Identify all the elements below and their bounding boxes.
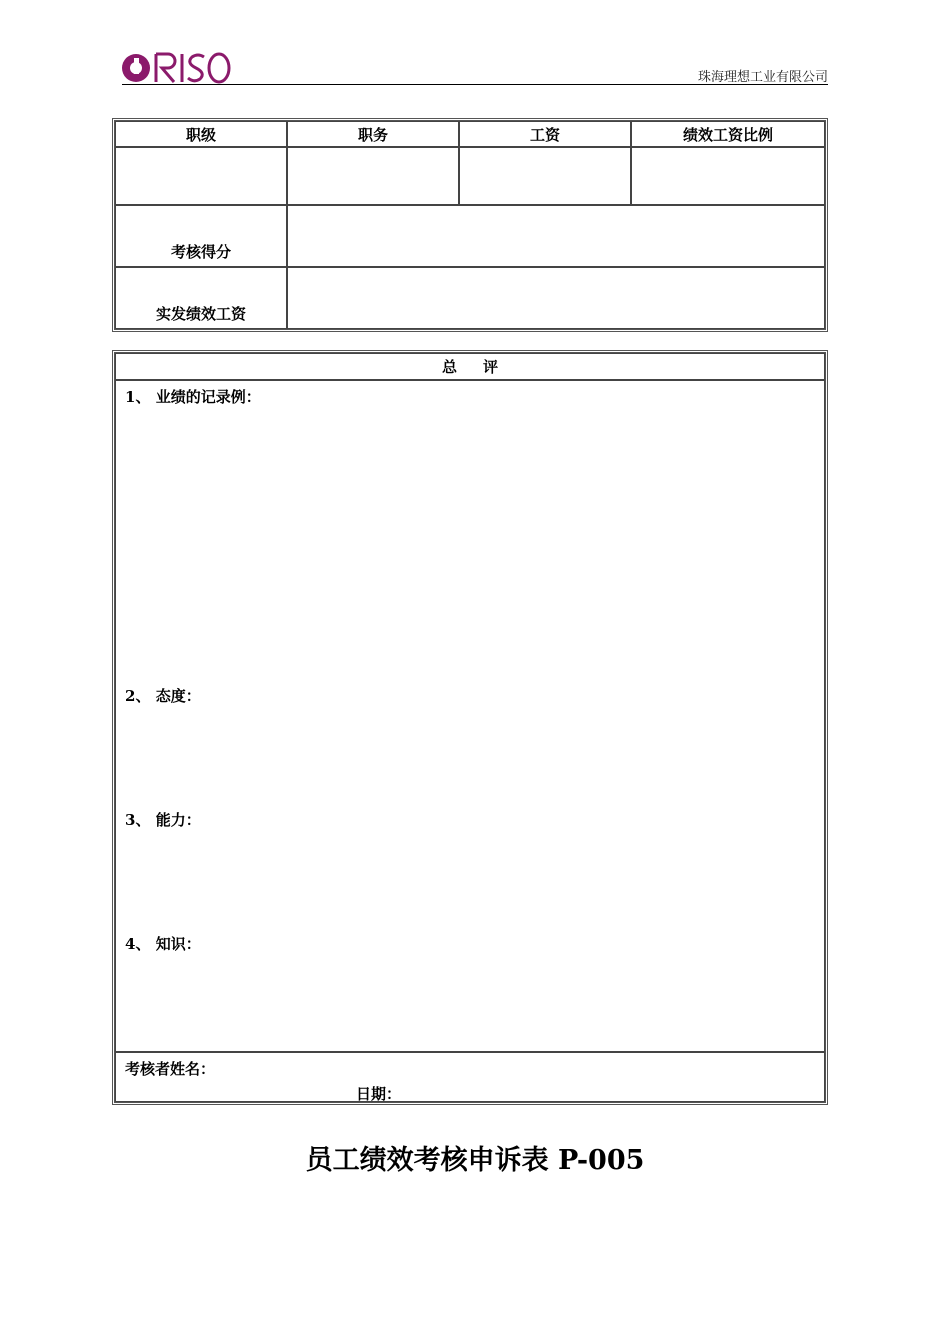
section-sep: 、 xyxy=(135,687,151,705)
date-label: 日期： xyxy=(356,1085,402,1103)
riso-logo xyxy=(120,50,232,86)
grade-value-cell[interactable] xyxy=(115,147,287,205)
review-title xyxy=(115,353,825,380)
actual-pay-label: 实发绩效工资 xyxy=(115,267,287,329)
review-table xyxy=(112,350,828,1105)
review-title-text: 总评 xyxy=(441,358,524,376)
score-label: 考核得分 xyxy=(115,205,287,267)
position-value-cell[interactable] xyxy=(287,147,459,205)
section-label: 业绩的记录例： xyxy=(155,388,261,406)
section-performance xyxy=(125,386,261,407)
section-label: 能力： xyxy=(155,811,201,829)
info-header-row xyxy=(115,121,825,147)
form-title xyxy=(0,1138,950,1177)
section-ability xyxy=(125,809,201,830)
section-num: 2 xyxy=(125,687,136,705)
signature-cell[interactable] xyxy=(115,1052,825,1102)
section-label: 知识： xyxy=(155,935,201,953)
header-divider xyxy=(122,84,828,85)
col-performance-ratio: 绩效工资比例 xyxy=(631,121,825,147)
section-sep: 、 xyxy=(135,388,151,406)
reviewer-name-label: 考核者姓名： xyxy=(125,1060,216,1078)
score-row xyxy=(115,205,825,267)
col-salary: 工资 xyxy=(459,121,631,147)
section-num: 1 xyxy=(125,388,136,406)
section-sep: 、 xyxy=(135,935,151,953)
salary-value-cell[interactable] xyxy=(459,147,631,205)
section-attitude xyxy=(125,685,201,706)
company-name: 珠海理想工业有限公司 xyxy=(697,70,828,85)
score-value-cell[interactable] xyxy=(287,205,825,267)
section-knowledge xyxy=(125,933,201,954)
section-num: 3 xyxy=(125,811,136,829)
section-num: 4 xyxy=(125,935,136,953)
info-table xyxy=(112,118,828,332)
actual-pay-value-cell[interactable] xyxy=(287,267,825,329)
col-grade: 职级 xyxy=(115,121,287,147)
form-title-text: 员工绩效考核申诉表 xyxy=(305,1145,549,1176)
col-position: 职务 xyxy=(287,121,459,147)
actual-pay-row xyxy=(115,267,825,329)
performance-ratio-value-cell[interactable] xyxy=(631,147,825,205)
form-code: P-005 xyxy=(558,1145,645,1176)
section-label: 态度： xyxy=(155,687,201,705)
review-body[interactable] xyxy=(115,380,825,1052)
section-sep: 、 xyxy=(135,811,151,829)
info-value-row xyxy=(115,147,825,205)
